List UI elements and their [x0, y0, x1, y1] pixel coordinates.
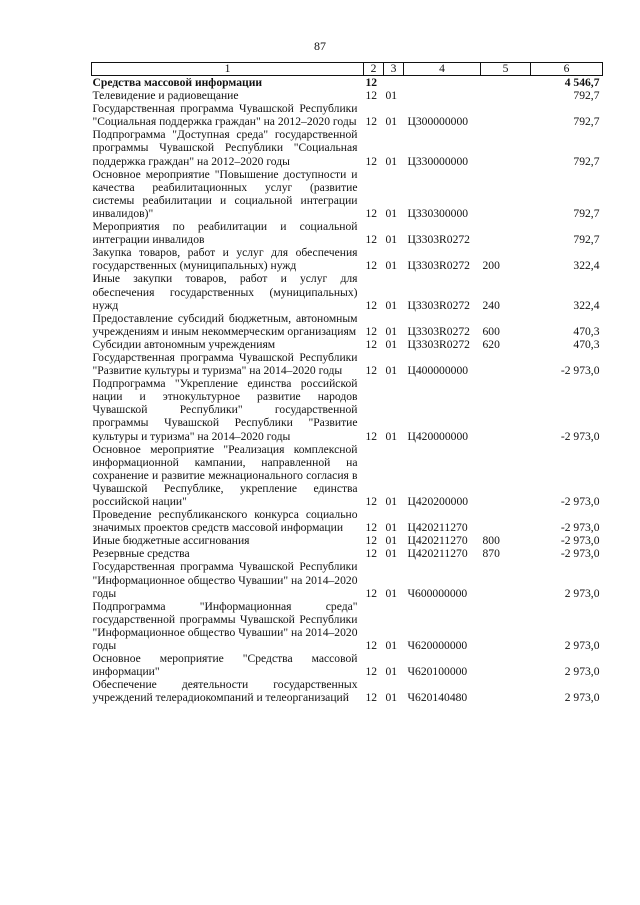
row-section: 12 — [365, 495, 378, 508]
row-amount: 792,7 — [573, 115, 600, 129]
table-row — [92, 220, 603, 246]
row-name: Резервные средства — [92, 547, 190, 561]
row-subsection: 01 — [385, 521, 398, 535]
row-expense-type — [481, 89, 531, 102]
table-row — [92, 678, 603, 704]
row-amount: -2 973,0 — [560, 534, 600, 548]
row-target-code — [404, 89, 481, 102]
row-expense-type — [481, 560, 531, 599]
row-name: Закупка товаров, работ и услуг для обеспечения государственных (муниципальных) нужд — [92, 246, 358, 273]
table-row — [92, 76, 603, 90]
row-name: Субсидии автономным учреждениям — [92, 337, 276, 351]
row-section: 12 — [365, 115, 378, 129]
row-amount: 470,3 — [573, 324, 600, 338]
row-name: Телевидение и радиовещание — [92, 89, 239, 103]
row-amount: -2 973,0 — [560, 521, 600, 535]
row-amount: 792,7 — [573, 206, 600, 220]
row-section: 12 — [365, 206, 378, 220]
header-col-2: 2 — [364, 63, 384, 76]
row-section: 12 — [365, 665, 378, 679]
row-expense-type: 800 — [482, 534, 500, 548]
row-target-code: Ч600000000 — [407, 586, 468, 600]
row-section: 12 — [365, 639, 378, 653]
row-target-code: Ц420211270 — [407, 534, 468, 548]
row-name: Мероприятия по реабилитации и социальной интеграции инвалидов — [92, 220, 358, 247]
row-name: Обеспечение деятельности государственных учреждений телерадиокомпаний и телеорганизаций — [92, 678, 358, 705]
table-row — [92, 547, 603, 560]
row-name: Предоставление субсидий бюджетным, автономным учреждениям и иным некоммерческим организациям — [92, 311, 358, 338]
row-section: 12 — [365, 324, 378, 338]
row-subsection: 01 — [385, 259, 398, 273]
row-expense-type — [481, 652, 531, 678]
table-row — [92, 272, 603, 311]
row-amount: -2 973,0 — [560, 547, 600, 561]
row-target-code: Ч620140480 — [407, 691, 468, 705]
row-amount: 322,4 — [573, 298, 600, 312]
table-row — [92, 534, 603, 547]
row-subsection: 01 — [385, 89, 398, 103]
row-subsection: 01 — [385, 429, 398, 443]
table-row — [92, 560, 603, 599]
row-name: Основное мероприятие "Средства массовой информации" — [92, 652, 358, 679]
row-section: 12 — [365, 429, 378, 443]
row-expense-type — [481, 443, 531, 508]
row-subsection: 01 — [385, 115, 398, 129]
row-section: 12 — [364, 76, 384, 90]
row-section: 12 — [365, 586, 378, 600]
row-target-code: Ч620000000 — [407, 639, 468, 653]
row-section: 12 — [365, 534, 378, 548]
row-expense-type: 240 — [482, 298, 500, 312]
row-name: Подпрограмма "Укрепление единства российской нации и этнокультурное развитие народов Чувашской Республики" государственной программы Чувашской Республики "Развитие культуры и туризма" на 2014–2020 годы — [92, 377, 358, 443]
row-expense-type — [481, 351, 531, 377]
row-expense-type: 200 — [482, 259, 500, 273]
row-target-code: Ц420000000 — [407, 429, 469, 443]
row-name: Основное мероприятие "Реализация комплексной информационной кампании, направленной на сохранение и развитие межнационального согласия в Чувашской Республике, укрепление единства российской нации" — [92, 442, 358, 508]
row-section: 12 — [365, 547, 378, 561]
row-target-code: Ц400000000 — [407, 364, 469, 378]
row-target-code: Ц420211270 — [407, 521, 468, 535]
table-row — [92, 168, 603, 220]
row-subsection: 01 — [385, 639, 398, 653]
row-amount: 792,7 — [573, 89, 600, 103]
row-name: Иные закупки товаров, работ и услуг для обеспечения государственных (муниципальных) нужд — [92, 272, 358, 312]
table-row — [92, 443, 603, 508]
row-section: 12 — [365, 259, 378, 273]
row-subsection: 01 — [385, 586, 398, 600]
row-expense-type — [481, 220, 531, 246]
row-amount: 2 973,0 — [564, 691, 600, 705]
row-amount: 4 546,7 — [531, 76, 603, 90]
row-expense-type: 620 — [482, 337, 500, 351]
row-name: Государственная программа Чувашской Республики "Развитие культуры и туризма" на 2014–2020 годы — [92, 350, 358, 378]
row-expense-type — [481, 168, 531, 220]
row-subsection: 01 — [385, 364, 398, 378]
row-name: Основное мероприятие "Повышение доступности и качества реабилитационных услуг (развитие системы реабилитации и социальной интеграции инвалидов)" — [92, 167, 358, 220]
row-name: Средства массовой информации — [92, 76, 364, 90]
table-row — [92, 246, 603, 272]
row-amount: -2 973,0 — [560, 495, 600, 508]
row-name: Подпрограмма "Информационная среда" государственной программы Чувашской Республики "Информационное общество Чувашии" на 2014–2020 годы — [92, 599, 358, 653]
row-target-code: Ц330300000 — [407, 206, 469, 220]
row-expense-type — [481, 600, 531, 652]
header-col-1: 1 — [92, 63, 364, 76]
table-body — [92, 76, 603, 705]
row-target-code: Ц330000000 — [407, 154, 469, 168]
row-expense-type: 600 — [482, 324, 500, 338]
header-col-5: 5 — [481, 63, 531, 76]
budget-table — [91, 62, 603, 705]
row-subsection: 01 — [385, 534, 398, 548]
table-row — [92, 89, 603, 102]
row-target-code: Ц3303R0272 — [407, 324, 470, 338]
table-row — [92, 338, 603, 351]
row-expense-type — [481, 128, 531, 167]
row-expense-type — [481, 76, 531, 90]
row-section: 12 — [365, 89, 378, 103]
row-amount: 2 973,0 — [564, 586, 600, 600]
table-row — [92, 102, 603, 128]
row-expense-type — [481, 102, 531, 128]
row-subsection: 01 — [385, 337, 398, 351]
row-subsection: 01 — [385, 665, 398, 679]
row-name: Государственная программа Чувашской Республики "Информационное общество Чувашии" на 2014–2020 годы — [92, 560, 358, 600]
table-row — [92, 128, 603, 167]
row-subsection: 01 — [385, 691, 398, 705]
row-target-code: Ц300000000 — [407, 115, 469, 129]
table-row — [92, 508, 603, 534]
row-section: 12 — [365, 298, 378, 312]
row-amount: -2 973,0 — [560, 429, 600, 443]
row-target-code: Ц3303R0272 — [407, 337, 470, 351]
row-expense-type: 870 — [482, 547, 500, 561]
row-target-code: Ц3303R0272 — [407, 233, 470, 247]
row-name: Иные бюджетные ассигнования — [92, 534, 250, 548]
row-section: 12 — [365, 233, 378, 247]
row-subsection: 01 — [385, 495, 398, 508]
table-row — [92, 377, 603, 442]
row-amount: 470,3 — [573, 337, 600, 351]
header-col-3: 3 — [384, 63, 404, 76]
header-col-6: 6 — [531, 63, 603, 76]
row-amount: 2 973,0 — [564, 639, 600, 653]
row-target-code: Ц420200000 — [407, 495, 469, 508]
row-name: Подпрограмма "Доступная среда" государственной программы Чувашской Республики "Социальная поддержка граждан" на 2012–2020 годы — [92, 128, 358, 168]
table-row — [92, 600, 603, 652]
row-section: 12 — [365, 521, 378, 535]
row-amount: 792,7 — [573, 154, 600, 168]
row-name: Проведение республиканского конкурса социально значимых проектов средств массовой информации — [92, 508, 358, 535]
row-subsection — [384, 76, 404, 90]
row-target-code — [404, 76, 481, 90]
table-row — [92, 652, 603, 678]
table-row — [92, 312, 603, 338]
row-expense-type — [481, 377, 531, 442]
row-subsection: 01 — [385, 206, 398, 220]
row-section: 12 — [365, 154, 378, 168]
row-target-code: Ч620100000 — [407, 665, 468, 679]
row-subsection: 01 — [385, 154, 398, 168]
table-header — [92, 63, 603, 76]
row-subsection: 01 — [385, 324, 398, 338]
row-amount: -2 973,0 — [560, 364, 600, 378]
table-row — [92, 351, 603, 377]
row-name: Государственная программа Чувашской Республики "Социальная поддержка граждан" на 2012–2020 годы — [92, 102, 358, 129]
row-expense-type — [481, 678, 531, 704]
row-subsection: 01 — [385, 298, 398, 312]
row-amount: 322,4 — [573, 259, 600, 273]
row-subsection: 01 — [385, 547, 398, 561]
row-expense-type — [481, 508, 531, 534]
row-amount: 2 973,0 — [564, 665, 600, 679]
row-target-code: Ц420211270 — [407, 547, 468, 561]
row-section: 12 — [365, 691, 378, 705]
header-col-4: 4 — [404, 63, 481, 76]
row-target-code: Ц3303R0272 — [407, 298, 470, 312]
row-amount: 792,7 — [573, 233, 600, 247]
row-section: 12 — [365, 337, 378, 351]
row-section: 12 — [365, 364, 378, 378]
page-number: 87 — [314, 39, 326, 53]
row-target-code: Ц3303R0272 — [407, 259, 470, 273]
row-subsection: 01 — [385, 233, 398, 247]
